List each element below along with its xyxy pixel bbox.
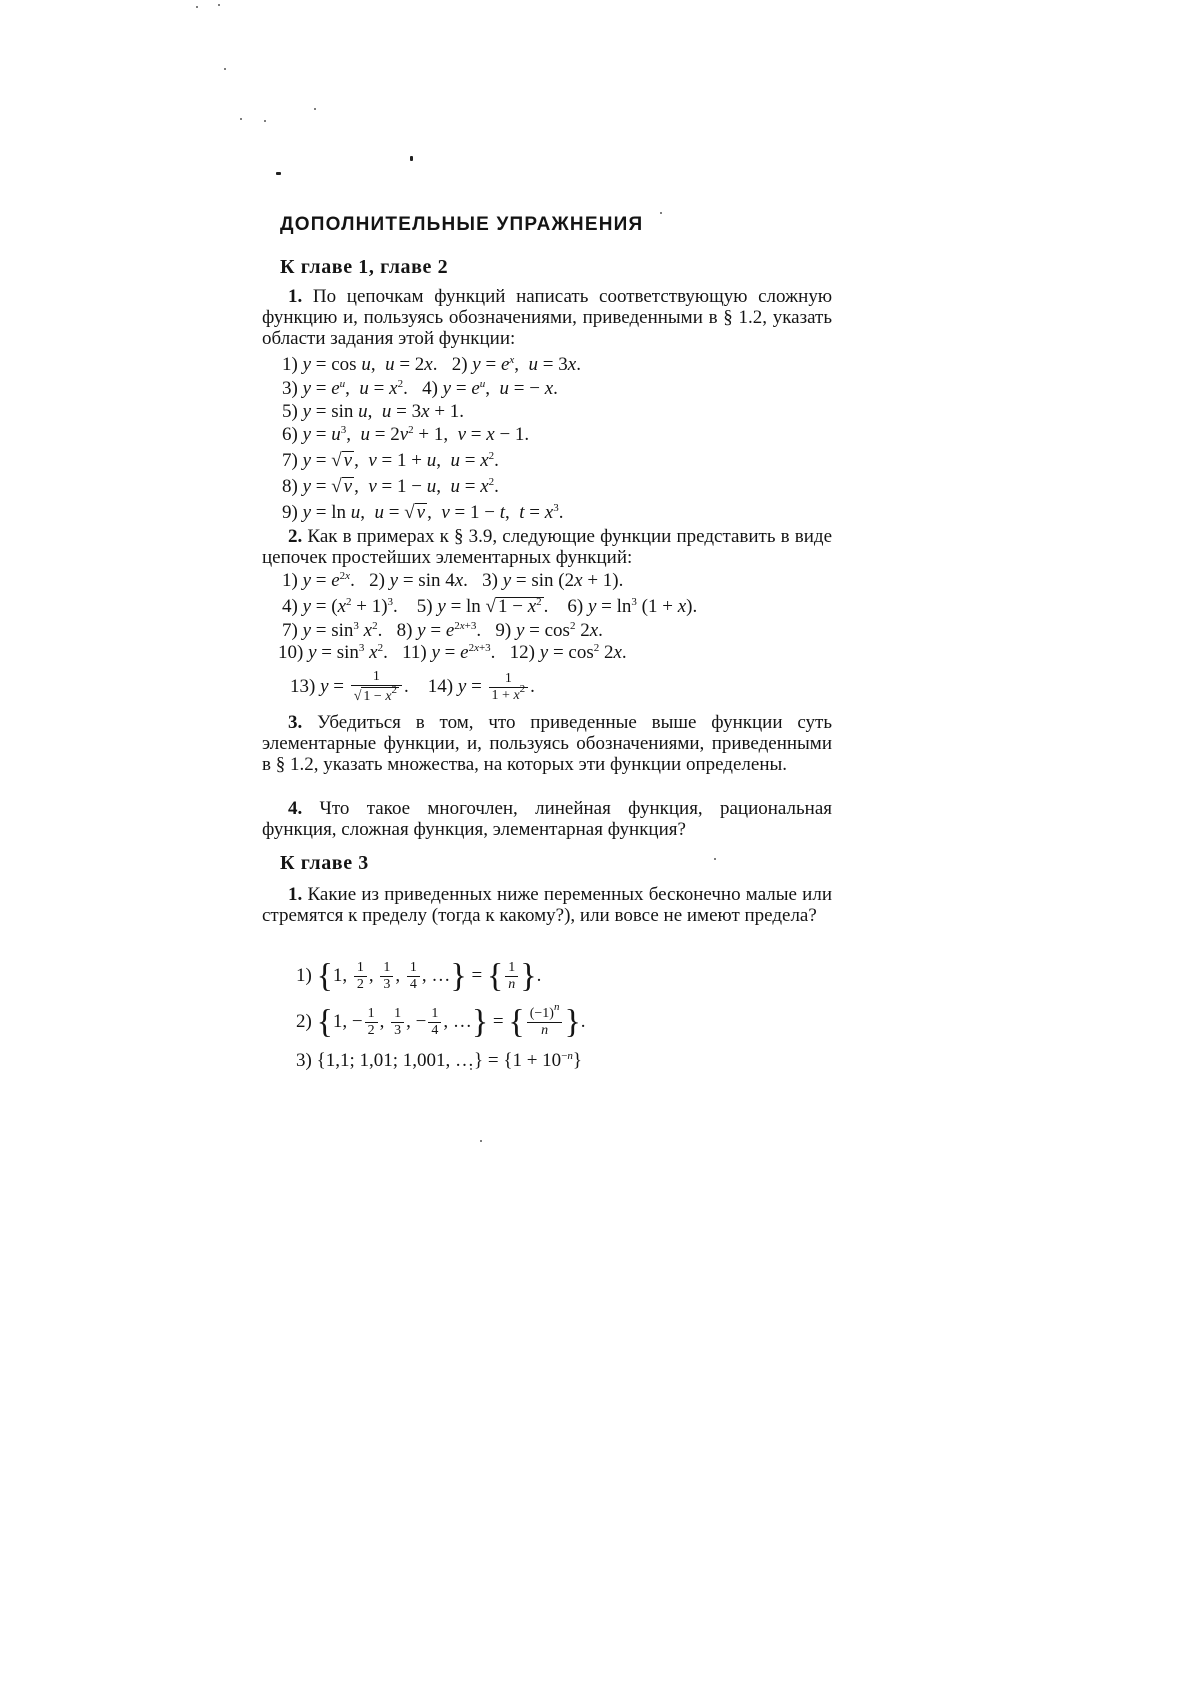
ex1-item-3-4: 3) $y = e^u$, $u = x^2$. 4) $y = e^u$, u = − x. — [282, 378, 558, 399]
exercise-number: 1. — [288, 286, 303, 307]
ex1-item-6: 6) $y = u^3$, $u = 2v^2 + 1$, v = x − 1. — [282, 424, 530, 445]
exercise-body: Что такое многочлен, линейная функция, рациональная функция, сложная функция, элементарная функция? — [262, 798, 832, 840]
exercise-body: Как в примерах к § 3.9, следующие функции представить в виде цепочек простейших элементарных функций: — [262, 526, 833, 568]
ch3-item-3: 3) {1,1; 1,01; 1,001, …} = $\{1 + 10^{-n}\}$ — [296, 1050, 583, 1071]
exercise-3-text — [262, 712, 832, 775]
ex2-item-13-14: 13) y = $\frac{1}{√ 1 - x^2}$ . 14) y = $\frac{1}{1 + x^2}$ . — [290, 664, 535, 710]
scan-speck — [314, 108, 316, 110]
scan-speck — [480, 1140, 482, 1142]
exercise-number: 2. — [288, 526, 303, 547]
scan-speck — [196, 6, 198, 8]
exercise-number: 1. — [288, 884, 303, 905]
exercise-body: Какие из приведенных ниже переменных бесконечно малые или стремятся к пределу (тогда к какому?), или вовсе не имеют предела? — [262, 884, 833, 926]
scan-speck — [224, 68, 226, 70]
exercise-1-text — [262, 286, 832, 349]
section-title-ch1-2: К главе 1, главе 2 — [280, 256, 449, 278]
page-heading: ДОПОЛНИТЕЛЬНЫЕ УПРАЖНЕНИЯ — [280, 214, 644, 235]
scan-speck — [240, 118, 242, 120]
ex1-item-8: 8) y = √ v , v = 1 − u, $u = x^2$. — [282, 476, 499, 497]
scan-speck — [410, 156, 413, 161]
ex2-item-7-9: 7) $y = \sin^3 x^2$. 8) $y = e^{2x+3}$. 9) $y = \cos^2 2x$. — [282, 620, 603, 641]
scan-speck — [218, 4, 220, 6]
exercise-ch3-1-text — [262, 884, 832, 926]
ex1-item-1-2: 1) y = cos u, u = 2x. 2) $y = e^x$, u = 3x. — [282, 354, 581, 375]
ex2-item-1-3: 1) $y = e^{2x}$. 2) y = sin 4x. 3) y = sin (2x + 1). — [282, 570, 624, 591]
exercise-body: Убедиться в том, что приведенные выше функции суть элементарные функции, и, пользуясь обозначениями, приведенными в § 1.2, указать множества, на которых эти функции определены. — [262, 712, 832, 775]
ex2-item-4-6: 4) $y = (x^2 + 1)^3$. 5) y = ln √ $1 - x^2$ . 6) $y = \ln^3 (1 + x)$. — [282, 596, 698, 617]
exercise-2-text — [262, 526, 832, 568]
section-title-ch3: К главе 3 — [280, 852, 369, 874]
ex1-item-7: 7) y = √ v , v = 1 + u, $u = x^2$. — [282, 450, 499, 471]
ex1-item-9: 9) y = ln u, u = √ v , v = 1 − t, $t = x^3$. — [282, 502, 564, 523]
scan-speck — [264, 120, 266, 122]
ch3-item-2: 2) {1, − $\frac{1}{2}$ , $\frac{1}{3}$ , − $\frac{1}{4}$ , …} = { $\frac{(-1)^n}{n}$ }. — [296, 1001, 586, 1041]
scan-speck — [660, 212, 662, 214]
exercise-number: 3. — [288, 712, 303, 733]
ex1-item-5: 5) y = sin u, u = 3x + 1. — [282, 401, 465, 422]
exercise-number: 4. — [288, 798, 303, 819]
exercise-body: По цепочкам функций написать соответствующую сложную функцию и, пользуясь обозначениями, приведенными в § 1.2, указать области задания этой функции: — [262, 286, 833, 349]
scan-speck — [276, 172, 281, 175]
ch3-item-1: 1) {1, $\frac{1}{2}$ , $\frac{1}{3}$ , $\frac{1}{4}$ , …} = { $\frac{1}{n}$ }. — [296, 957, 542, 995]
ex2-item-10-12: 10) $y = \sin^3 x^2$. 11) $y = e^{2x+3}$. 12) $y = \cos^2 2x$. — [278, 642, 627, 663]
exercise-4-text — [262, 798, 832, 840]
scan-speck — [714, 858, 716, 860]
